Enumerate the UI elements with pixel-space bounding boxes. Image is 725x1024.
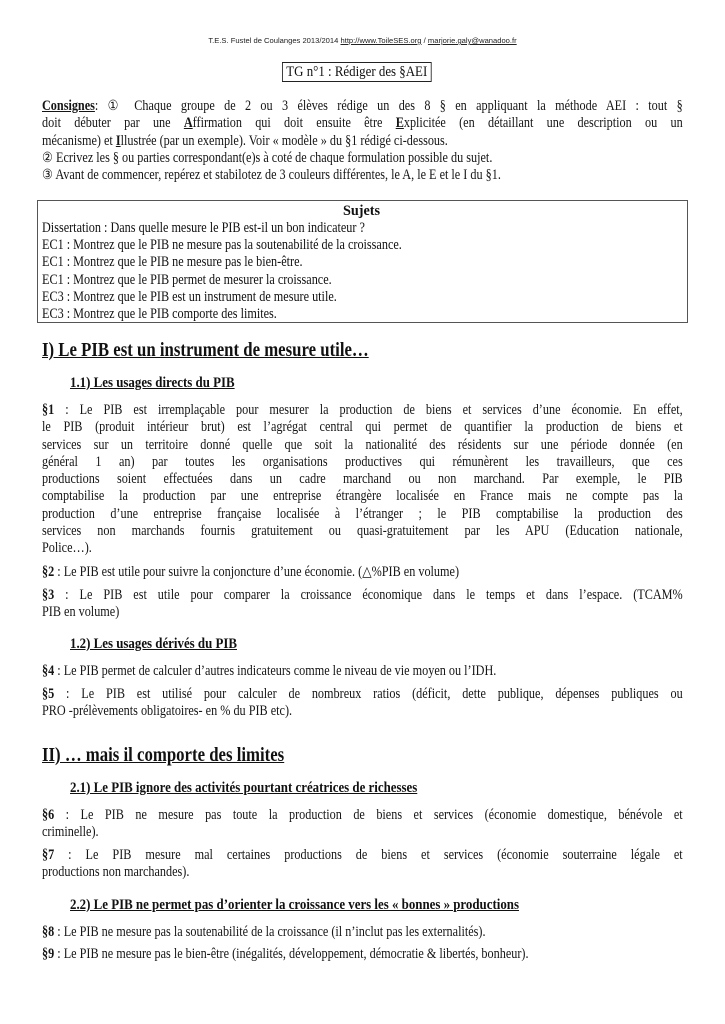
subsection-heading-2-1: 2.1) Le PIB ignore des activités pourtant créatrices de richesses [70, 780, 418, 796]
paragraph-number: §5 [42, 686, 55, 702]
header-separator: / [423, 36, 426, 45]
subjects-box [37, 200, 688, 323]
paragraph-1: §1 : Le PIB est irremplaçable pour mesurer la production de biens et services d’une économie. En effet, le PIB (produit intérieur brut) est l’agrégat central qui permet de quantifier la production de biens et services sur un territoire donné quelle que soit la nationalité des résidents sur une période donnée (en général 1 an) par toutes les organisations productives qui rémunèrent les travailleurs, que ces productions soient effectuées dans un cadre marchand ou non marchand. Par exemple, le PIB comptabilise la production par une entreprise étrangère localisée en France mais ne compte pas la production d’une entreprise française localisée à l’étranger ; le PIB comptabilise la production des services non marchands fournis gratuitement ou quasi-gratuitement par les APU (Education nationale, Police…). [42, 402, 683, 557]
subsection-heading-1-2: 1.2) Les usages dérivés du PIB [70, 636, 238, 652]
document-title: TG n°1 : Rédiger des §AEI [282, 62, 432, 82]
section-heading-1: I) Le PIB est un instrument de mesure utile… [42, 340, 369, 361]
header-website-link[interactable]: http://www.ToileSES.org [340, 36, 422, 45]
subjects-title: Sujets [342, 203, 381, 219]
paragraph-7: §7 : Le PIB mesure mal certaines productions de biens et services (économie souterraine légale et productions non marchandes). [42, 847, 683, 881]
subject-item: EC1 : Montrez que le PIB ne mesure pas la soutenabilité de la croissance. [42, 237, 402, 254]
paragraph-number: §7 [42, 847, 55, 863]
paragraph-8: §8 : Le PIB ne mesure pas la soutenabilité de la croissance (il n’inclut pas les externalités). [42, 924, 486, 940]
paragraph-2: §2 : Le PIB est utile pour suivre la conjoncture d’une économie. (△%PIB en volume) [42, 564, 460, 580]
subject-item: EC3 : Montrez que le PIB est un instrument de mesure utile. [42, 288, 337, 305]
page-header [0, 36, 725, 45]
instructions-line-4: ② Ecrivez les § ou parties correspondant(e)s à coté de chaque formulation possible du sujet. [42, 149, 493, 166]
instructions-line-5: ③ Avant de commencer, repérez et stabilotez de 3 couleurs différentes, le A, le E et le I du §1. [42, 167, 501, 184]
instructions-line-2: doit débuter par une Affirmation qui doit ensuite être Explicitée (en détaillant une description ou un [42, 115, 683, 132]
subject-item: Dissertation : Dans quelle mesure le PIB est-il un bon indicateur ? [42, 220, 365, 236]
paragraph-4: §4 : Le PIB permet de calculer d’autres indicateurs comme le niveau de vie moyen ou l’IDH. [42, 663, 497, 679]
paragraph-number: §3 [42, 587, 55, 603]
paragraph-number: §1 [42, 402, 55, 418]
subject-item: EC1 : Montrez que le PIB ne mesure pas le bien-être. [42, 254, 303, 271]
instructions-block [42, 98, 683, 184]
paragraph-5: §5 : Le PIB est utilisé pour calculer de nombreux ratios (déficit, dette publique, dépenses publiques ou PRO -prélèvements obligatoires- en % du PIB etc). [42, 686, 683, 720]
instructions-label: Consignes [42, 98, 95, 114]
paragraph-number: §4 [42, 663, 55, 679]
paragraph-number: §2 [42, 564, 55, 580]
paragraph-number: §8 [42, 924, 55, 940]
subject-item: EC1 : Montrez que le PIB permet de mesurer la croissance. [42, 271, 332, 288]
header-email-link[interactable]: marjorie.galy@wanadoo.fr [427, 36, 517, 45]
subject-item: EC3 : Montrez que le PIB comporte des limites. [42, 306, 277, 323]
header-institution: T.E.S. Fustel de Coulanges 2013/2014 [208, 36, 339, 45]
paragraph-6: §6 : Le PIB ne mesure pas toute la production de biens et services (économie domestique, bénévole et criminelle). [42, 807, 683, 841]
section-heading-2: II) … mais il comporte des limites [42, 745, 285, 766]
subsection-heading-2-2: 2.2) Le PIB ne permet pas d’orienter la croissance vers les « bonnes » productions [70, 897, 519, 913]
paragraph-number: §6 [42, 807, 55, 823]
paragraph-number: §9 [42, 946, 55, 962]
paragraph-9: §9 : Le PIB ne mesure pas le bien-être (inégalités, développement, démocratie & libertés, bonheur). [42, 946, 529, 962]
paragraph-3: §3 : Le PIB est utile pour comparer la croissance économique dans le temps et dans l’espace. (TCAM% PIB en volume) [42, 587, 683, 621]
instructions-line-3: mécanisme) et Illustrée (par un exemple). Voir « modèle » du §1 rédigé ci-dessous. [42, 132, 448, 149]
subsection-heading-1-1: 1.1) Les usages directs du PIB [70, 375, 235, 391]
instructions-line-1: Consignes: ① Chaque groupe de 2 ou 3 élèves rédige un des 8 § en appliquant la méthode AEI : tout § [42, 98, 683, 114]
